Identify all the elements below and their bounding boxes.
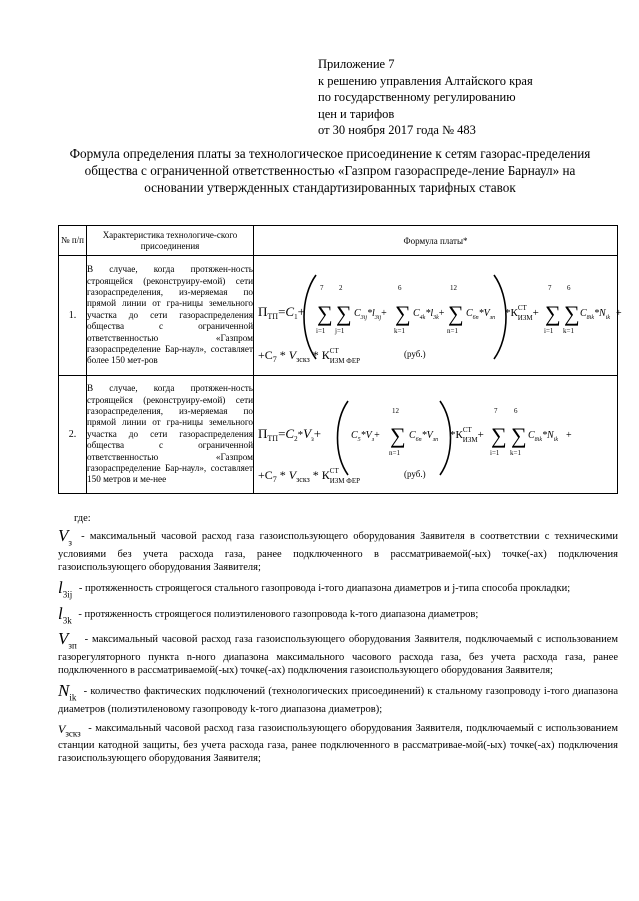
legend-text: - протяженность строящегося стального газопровода i-того диапазона диаметров и j-типа способа прокладки; [78,583,571,595]
svg-text:C3ij*l3ij+: $C_{3ij}*l_{3ij}+$ [354,307,387,321]
svg-text:j=1: j=1 [335,326,345,335]
svg-text:∑: ∑ [317,300,333,326]
svg-text:n=1: n=1 [389,448,400,457]
formula-cell-1 [254,256,622,376]
legend-text: - максимальный часовой расход газа газоиспользующего оборудования Заявителя, подключаемый с использованием станции катодной защиты, без учета расхода газа, ранее подключенного в рассматривае-мой(-ых) точке(-ах) подключения газоиспользующего оборудования Заявителя; [58,723,618,764]
svg-text:*КСТИЗМ+: $*К^{СТ}$ ИЗМ+ [450,425,484,444]
formula-unit: (руб.) [404,468,426,479]
svg-text:6: 6 [567,283,571,292]
svg-text:ПТП=C1+: $П_{ТП}=C_1+$ [258,303,305,321]
svg-text:+С7 * Vзскз * КСТИЗМ ФЕР: $+С_7 * V_{зскз} * К^{СТ}$ ИЗМ ФЕР [258,346,360,365]
appendix-line: к решению управления Алтайского края [318,73,533,88]
svg-text:C6n*Vзп: $C_{6n}*V_{зп}$ [409,429,439,443]
row-number: 2. [59,376,87,494]
svg-text:7: 7 [548,283,552,292]
appendix-line: цен и тарифов [318,106,395,121]
row-number: 1. [59,256,87,376]
svg-text:12: 12 [450,283,457,292]
svg-text:2: 2 [339,283,343,292]
legend-text: - максимальный часовой расход газа газоиспользующего оборудования Заявителя в соответствии с техническими условиями без учета расхода газа, ранее подключенного в рассматриваемой(-ых) точке(-ах) подключения газоиспользующего оборудования Заявителя; [58,531,619,573]
legend-text: - максимальный часовой расход газа газоиспользующего оборудования Заявителя, подключаемый с использованием газорегуляторного пункта n-ного диапазона максимального часового расхода газа, без учета расхода газа, ранее подключенного в рассматриваемой(-ых) точке(-ах) подключения газоиспользующего оборудования Заявителя; [58,634,618,677]
appendix-line: от 30 ноября 2017 года № 483 [318,123,476,137]
svg-text:∑: ∑ [545,300,561,326]
appendix-line: Приложение 7 [318,57,395,71]
legend-item [58,630,618,677]
svg-text:C8ik*Nik+: $C_{8ik}*N_{ik}$ + [528,429,572,443]
header-num: № п/п [59,226,87,256]
legend-item [58,721,618,765]
legend-item [58,682,618,716]
header-characteristic: Характеристика технологиче-ского присоединения [87,226,254,256]
svg-text:*КСТИЗМ+: $*К^{СТ}$ ИЗМ+ [505,303,539,322]
svg-text:i=1: i=1 [490,448,500,457]
svg-text:7: 7 [494,406,498,415]
svg-text:6: 6 [514,406,518,415]
legend-where: где: [74,513,91,524]
appendix-line: по государственному регулированию [318,90,516,104]
svg-text:∑: ∑ [336,300,352,326]
legend-symbol: $V_з$ [58,526,72,548]
svg-text:∑: ∑ [390,422,406,448]
formula-2 [254,377,620,493]
legend-symbol: $V_{зп}$ [58,629,77,651]
legend-symbol: $l_{3ij}$ [58,578,73,600]
svg-text:∑: ∑ [448,300,464,326]
formula-1 [254,257,620,375]
svg-text:∑: ∑ [511,422,527,448]
formula-unit: (руб.) [404,348,426,359]
svg-text:∑: ∑ [491,422,507,448]
legend-symbol: $V_{зскз}$ [58,722,81,739]
svg-text:n=1: n=1 [447,326,458,335]
row-characteristic: В случае, когда протяжен-ность строящейся (реконструиру-емой) сети газораспределения, из-меряемая по прямой линии от гра-ницы земельного участка до сети газораспределения общества с ограниченной ответственностью «Газпром газораспределение Бар-наул», составляет более 150 мет-ров [87,256,254,376]
svg-text:i=1: i=1 [316,326,326,335]
svg-text:C6n*Vзп: $C_{6n}*V_{зп}$ [466,307,496,321]
legend-text: - количество фактических подключений (технологических присоединений) к стальному газопроводу i-того диапазона диаметров (полиэтиленовому газопроводу k-того диапазона диаметров); [58,686,619,715]
legend [58,512,618,770]
svg-text:7: 7 [320,283,324,292]
formula-cell-2 [254,376,618,494]
svg-text:k=1: k=1 [510,448,521,457]
appendix-block [318,56,533,139]
svg-text:+С7 * Vзскз * КСТИЗМ ФЕР: $+С_7 * V_{зскз} * К^{СТ}$ ИЗМ ФЕР [258,466,360,485]
legend-item [58,579,618,600]
svg-text:∑: ∑ [395,300,411,326]
formula-table [58,225,622,494]
legend-text: - протяженность строящегося полиэтиленового газопровода k-того диапазона диаметров; [78,608,479,620]
legend-symbol: $N_{ik}$ [58,681,77,703]
legend-item [58,527,618,574]
svg-text:C5*Vз+: $C_5*V_з+$ [351,429,380,443]
row-characteristic: В случае, когда протяжен-ность строящейся (реконструиру-емой) сети газораспределения, из-меряемая по прямой линии от гра-ницы земельного участка до сети газораспределения общества с ограниченной ответственностью «Газпром газораспределение Бар-наул», составляет 150 метров и ме-нее [87,376,254,494]
svg-text:k=1: k=1 [563,326,574,335]
svg-text:ПТП=C2*Vз+: $П_{ТП}=C_2^*V_з+$ [258,425,322,443]
svg-text:i=1: i=1 [544,326,554,335]
legend-item [58,605,618,626]
legend-symbol: $l_{3k}$ [58,603,72,626]
table-header-row [59,226,618,256]
svg-text:6: 6 [398,283,402,292]
svg-text:k=1: k=1 [394,326,405,335]
svg-text:C4k*l3k+: $C_{4k}*l_{3k}+$ [413,307,445,321]
table-row [59,376,618,494]
document-title: Формула определения платы за технологическое присоединение к сетям газорас-пределения общества с ограниченной ответственностью «Газпром газораспреде-ление Барнаул» на основании утвержденных стандартизированных тарифных ставок [69,146,591,195]
svg-text:C8ik*Nik+: $C_{8ik}*N_{ik}$ + [580,307,622,321]
header-formula: Формула платы* [254,226,618,256]
svg-text:∑: ∑ [564,300,580,326]
svg-text:12: 12 [392,406,399,415]
table-row [59,256,618,376]
